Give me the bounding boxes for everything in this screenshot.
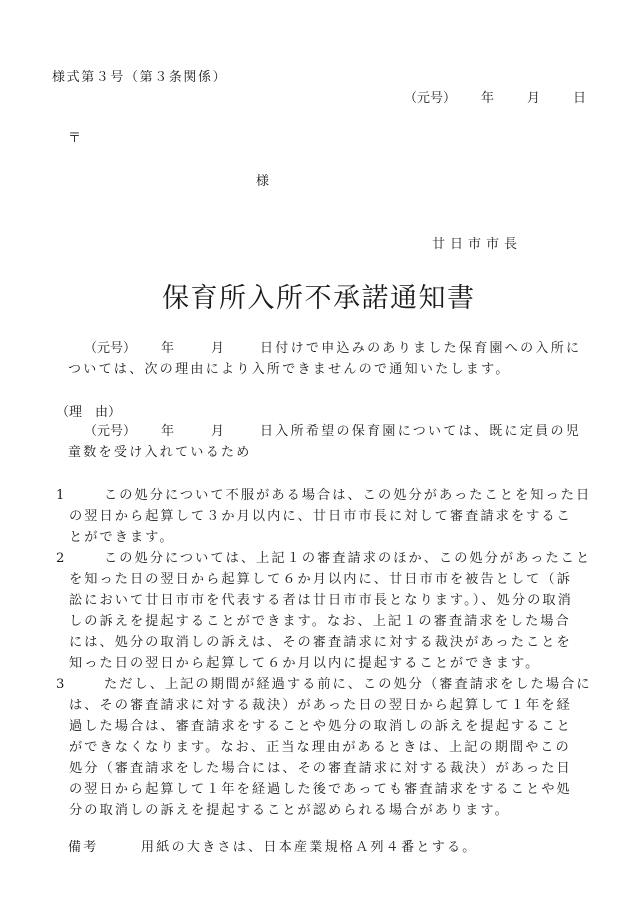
reason-line-1-rest: 日入所希望の保育園については、既に定員の児: [260, 424, 582, 439]
intro-line-2: ついては、次の理由により入所できませんので通知いたします。: [68, 362, 511, 377]
note-2-line-5: には、処分の取消しの訴えは、その審査請求に対する裁決があったことを: [69, 635, 572, 650]
reason-year-label: 年: [161, 424, 175, 439]
reason-era: （元号）: [84, 424, 137, 439]
note-2-line-1: 2 この処分については、上記１の審査請求のほか、この処分があったこと: [56, 551, 592, 566]
note-3-line-1: 3 ただし、上記の期間が経過する前に、この処分（審査請求をした場合に: [56, 677, 592, 692]
note-2-line-4: しの訴えを提起することができます。なお、上記１の審査請求をした場合: [69, 614, 571, 629]
note-2-line-6: 知った日の翌日から起算して６か月以内に提起することができます。: [69, 656, 541, 671]
reason-month-label: 月: [211, 424, 225, 439]
note-3-line-7: 分の取消しの訴えを提起することが認められる場合があります。: [69, 803, 510, 818]
note-3-line-6: の翌日から起算して１年を経過した後であっても審査請求をすることや処: [69, 782, 572, 797]
intro-line-1-rest: 日付けで申込みのありました保育園への入所に: [260, 341, 582, 356]
issuer-name: 廿日市市長: [432, 237, 523, 252]
date-day-label: 日: [573, 91, 587, 106]
remarks-text: 用紙の大きさは、日本産業規格Ａ列４番とする。: [141, 840, 478, 855]
form-number: 様式第３号（第３条関係）: [52, 70, 228, 85]
note-3-line-4: ができなくなります。なお、正当な理由があるときは、上記の期間やこの: [69, 740, 571, 755]
note-2-number: 2: [56, 551, 67, 566]
date-era: （元号）: [404, 91, 457, 106]
intro-year-label: 年: [161, 341, 175, 356]
note-3-line-5: 処分（審査請求をした場合には、その審査請求に対する裁決）があった日: [69, 761, 572, 776]
note-3-line-2: は、その審査請求に対する裁決）があった日の翌日から起算して１年を経: [69, 698, 572, 713]
note-3-line-3: 過した場合は、審査請求をすることや処分の取消しの訴えを提起すること: [69, 719, 572, 734]
reason-line-2: 童数を受け入れているため: [68, 445, 252, 460]
addressee-honorific: 様: [256, 174, 270, 189]
date-month-label: 月: [527, 91, 541, 106]
remarks-label: 備考: [68, 840, 99, 855]
date-year-label: 年: [481, 91, 495, 106]
reason-heading: （理 由）: [56, 405, 122, 420]
document-title: 保育所入所不承諾通知書: [162, 283, 476, 314]
note-1-line-3: とができます。: [69, 530, 175, 545]
intro-era: （元号）: [84, 341, 137, 356]
postal-mark: 〒: [68, 131, 82, 146]
note-2-line-2: を知った日の翌日から起算して６か月以内に、廿日市市を被告として（訴: [69, 572, 572, 587]
note-1-number: 1: [56, 488, 67, 503]
note-2-line-3: 訟において廿日市市を代表する者は廿日市市長となります。）、処分の取消: [69, 593, 573, 608]
note-1-line-2: の翌日から起算して３か月以内に、廿日市市長に対して審査請求をするこ: [69, 509, 572, 524]
note-1-line-1: 1 この処分について不服がある場合は、この処分があったことを知った日: [56, 488, 592, 503]
note-3-number: 3: [56, 677, 67, 692]
intro-month-label: 月: [211, 341, 225, 356]
